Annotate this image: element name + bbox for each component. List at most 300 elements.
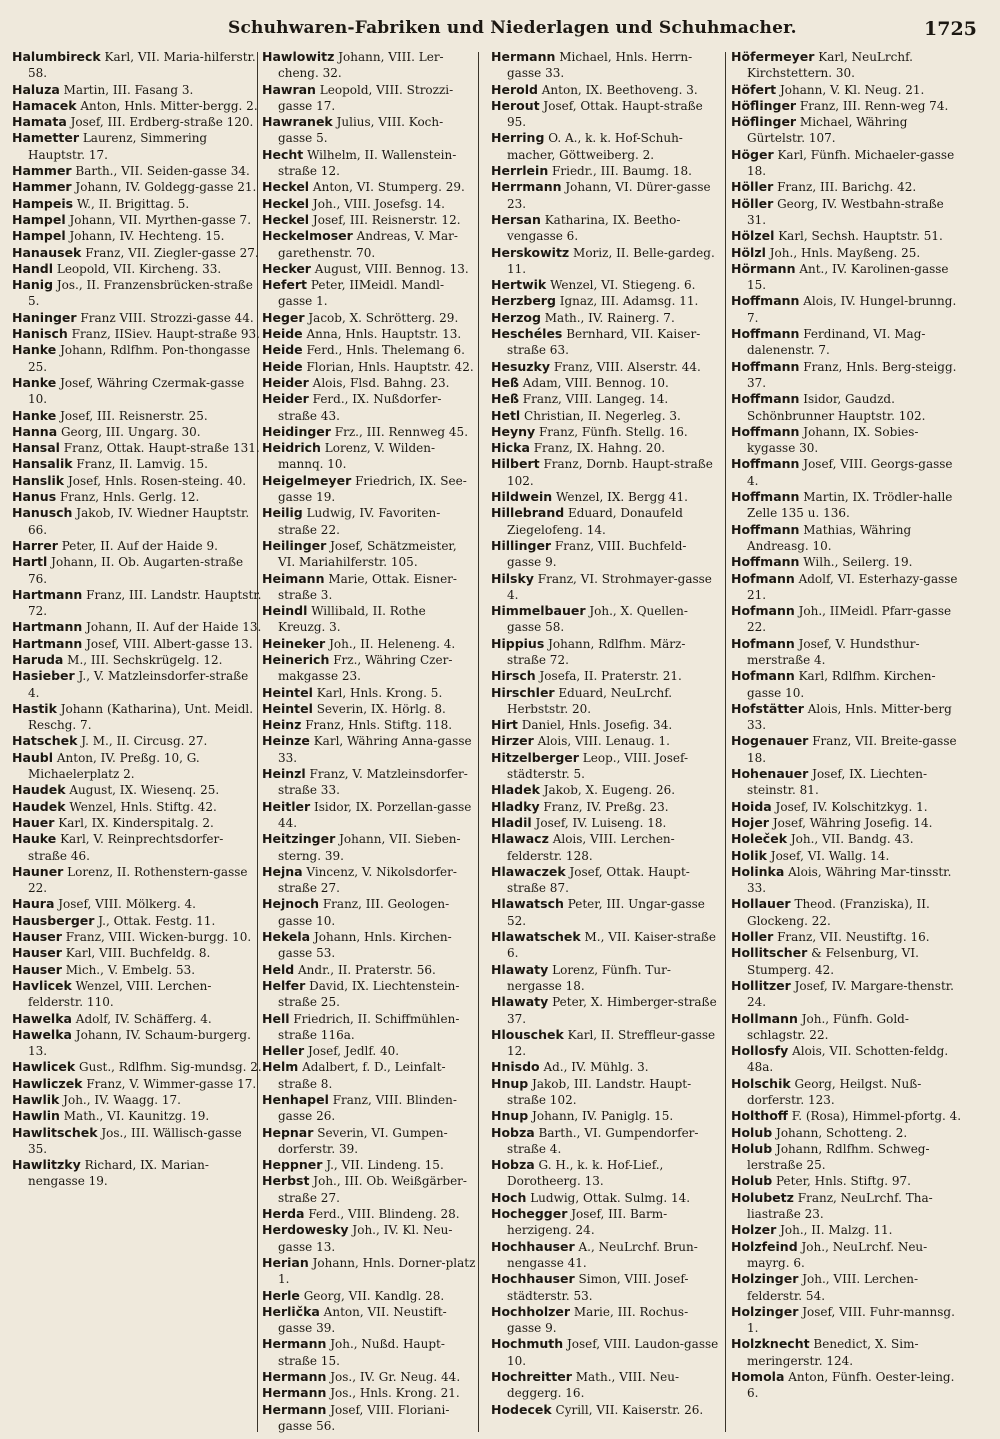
entry-surname: Held (262, 961, 295, 977)
entry-surname: Hochholzer (491, 1303, 571, 1319)
directory-entry (731, 636, 963, 669)
entry-details: Ignaz, III. Adamsg. 11. (559, 294, 699, 309)
entry-details: Isidor, Gaudzd. Schönbrunner Hauptstr. 102. (747, 392, 926, 423)
directory-entry (262, 685, 476, 701)
directory-entry (262, 1206, 476, 1222)
entry-details: Severin, IX. Hörlg. 8. (316, 701, 446, 716)
entry-surname: Hammer (12, 179, 72, 195)
directory-column-3 (491, 49, 719, 1434)
entry-surname: Hartl (12, 554, 48, 570)
entry-details: August, IX. Wiesenq. 25. (69, 783, 220, 798)
entry-details: Georg, VII. Kandlg. 28. (303, 1288, 445, 1303)
directory-entry (731, 929, 963, 945)
entry-surname: Himmelbauer (491, 603, 586, 619)
entry-details: Joh., Nußd. Haupt-straße 15. (278, 1337, 445, 1368)
entry-surname: Hastik (12, 700, 57, 716)
entry-details: Andreas, V. Mar-garethenstr. 70. (278, 229, 458, 260)
directory-entry (491, 130, 719, 163)
entry-surname: Herout (491, 97, 540, 113)
directory-entry (262, 424, 476, 440)
entry-surname: Holub (731, 1173, 773, 1189)
directory-entry (262, 375, 476, 391)
entry-surname: Höller (731, 195, 774, 211)
directory-entry (262, 978, 476, 1011)
entry-details: Anton, Fünfh. Oester-leing. 6. (747, 1370, 955, 1401)
directory-entry (262, 1157, 476, 1173)
entry-details: Joh., Fünfh. Gold-schlagstr. 22. (747, 1011, 909, 1042)
entry-surname: Heschéles (491, 326, 563, 342)
entry-surname: Hochegger (491, 1206, 568, 1222)
entry-details: David, IX. Liechtenstein-straße 25. (278, 978, 460, 1010)
entry-surname: Herrlein (491, 163, 549, 179)
entry-surname: Hoffmann (731, 326, 800, 342)
directory-entry (262, 49, 476, 82)
entry-surname: Haruda (12, 651, 64, 667)
entry-surname: Hekela (262, 929, 311, 945)
entry-details: Severin, VI. Gumpen-dorferstr. 39. (278, 1125, 448, 1156)
entry-surname: Herbst (262, 1173, 310, 1189)
entry-details: Josef, Währing Josefig. 14. (772, 815, 933, 830)
entry-details: Math., VIII. Neu-deggerg. 16. (507, 1370, 680, 1401)
entry-surname: Heindl (262, 603, 308, 619)
directory-entry (491, 538, 719, 571)
entry-surname: Heidrich (262, 440, 321, 456)
directory-entry (491, 456, 719, 489)
entry-details: Josef, VIII. Albert-gasse 13. (86, 636, 253, 651)
entry-surname: Hofmann (731, 668, 795, 684)
entry-details: J. M., II. Circusg. 27. (81, 734, 208, 749)
entry-surname: Hawlin (12, 1108, 60, 1124)
directory-entry (262, 212, 476, 228)
entry-surname: Heidinger (262, 423, 331, 439)
directory-entry (12, 489, 262, 505)
entry-details: Franz, III. Landstr. Hauptstr. 72. (28, 587, 262, 619)
entry-surname: Herian (262, 1254, 309, 1270)
directory-entry (491, 179, 719, 212)
directory-entry (491, 98, 719, 131)
directory-entry (491, 1402, 719, 1418)
entry-surname: Hejna (262, 863, 303, 879)
entry-details: Franz, IISiev. Haupt-straße 93. (71, 327, 260, 342)
entry-surname: Holik (731, 847, 767, 863)
directory-entry (262, 342, 476, 358)
directory-entry (731, 815, 963, 831)
entry-details: Johann, VII. Sieben-sterng. 39. (278, 832, 461, 863)
page-number: 1725 (924, 18, 977, 40)
entry-details: Isidor, IX. Porzellan-gasse 44. (278, 799, 472, 830)
directory-entry (262, 1369, 476, 1385)
entry-details: W., II. Brigittag. 5. (76, 196, 190, 211)
entry-details: Ferd., IX. Nußdorfer-straße 43. (278, 392, 442, 423)
entry-details: Joh., IV. Kl. Neu-gasse 13. (278, 1223, 453, 1254)
entry-surname: Hanusch (12, 505, 73, 521)
directory-entry (12, 1157, 262, 1190)
entry-details: Joh., IV. Waagg. 17. (63, 1093, 181, 1107)
entry-details: G. H., k. k. Hof-Lief., Dorotheerg. 13. (507, 1158, 664, 1189)
entry-surname: Holinka (731, 863, 785, 879)
entry-surname: Holzinger (731, 1271, 799, 1287)
directory-entry (731, 456, 963, 489)
entry-surname: Herdowesky (262, 1222, 349, 1238)
entry-details: Peter, Hnls. Stiftg. 97. (776, 1174, 911, 1189)
directory-entry (491, 163, 719, 179)
entry-details: Johann, Schotteng. 2. (776, 1125, 908, 1140)
entry-details: Laurenz, Simmering Hauptstr. 17. (28, 131, 208, 162)
entry-surname: Hametter (12, 130, 79, 146)
entry-surname: Hermann (262, 1385, 327, 1401)
entry-surname: Hohenauer (731, 766, 809, 782)
directory-entry (731, 489, 963, 522)
entry-details: Karl, NeuLrchf. Kirchstettern. 30. (747, 50, 913, 81)
directory-entry (262, 929, 476, 962)
entry-surname: Hecht (262, 146, 304, 162)
entry-details: Jos., III. Wällisch-gasse 35. (28, 1125, 242, 1156)
entry-surname: Hoffmann (731, 521, 800, 537)
directory-entry (262, 326, 476, 342)
entry-details: Bernhard, VII. Kaiser-straße 63. (507, 327, 701, 358)
entry-details: Karl, II. Streffleur-gasse 12. (507, 1027, 716, 1059)
entry-surname: Hamacek (12, 97, 77, 113)
entry-surname: Hicka (491, 440, 530, 456)
entry-details: Johann, V. Kl. Neug. 21. (779, 82, 925, 97)
directory-entry (731, 82, 963, 98)
directory-entry (731, 196, 963, 229)
entry-surname: Heckel (262, 195, 310, 211)
entry-surname: Heckel (262, 211, 310, 227)
directory-entry (731, 1173, 963, 1189)
entry-surname: Hillinger (491, 537, 552, 553)
entry-details: Gust., Rdlfhm. Sig-mundsg. 2. (79, 1060, 262, 1075)
entry-details: Jacob, X. Schrötterg. 29. (308, 310, 459, 325)
directory-entry (12, 799, 262, 815)
entry-details: Frz., Währing Czer-makgasse 23. (278, 652, 453, 684)
directory-entry (262, 733, 476, 766)
entry-details: Wenzel, VIII. Lerchen-felderstr. 110. (28, 978, 212, 1010)
entry-details: Friedrich, IX. See-gasse 19. (278, 473, 467, 505)
directory-entry (491, 1369, 719, 1402)
entry-details: Franz, III. Barichg. 42. (777, 180, 917, 195)
entry-details: Mich., V. Embelg. 53. (65, 962, 196, 977)
entry-details: Johann, IV. Paniglg. 15. (532, 1109, 674, 1124)
entry-surname: Hartmann (12, 586, 83, 602)
directory-entry (12, 408, 262, 424)
entry-surname: Hejnoch (262, 896, 320, 912)
entry-surname: Hawlik (12, 1092, 60, 1107)
directory-entry (262, 1222, 476, 1255)
entry-surname: Havlicek (12, 977, 72, 993)
entry-details: Richard, IX. Marian-nengasse 19. (28, 1158, 209, 1189)
directory-entry (262, 1125, 476, 1158)
entry-surname: Heinzl (262, 766, 306, 782)
entry-surname: Heyny (491, 423, 536, 439)
entry-surname: Hauer (12, 814, 55, 830)
directory-entry (12, 1011, 262, 1027)
directory-entry (262, 277, 476, 310)
entry-details: Anton, IX. Beethoveng. 3. (541, 82, 698, 97)
entry-details: Lorenz, Fünfh. Tur-nergasse 18. (507, 962, 671, 993)
entry-surname: Herlička (262, 1303, 320, 1319)
entry-details: Johann, IX. Sobies-kygasse 30. (747, 424, 919, 456)
directory-entry (12, 929, 262, 945)
directory-entry (731, 98, 963, 114)
entry-surname: Hauner (12, 863, 64, 879)
entry-surname: Heinz (262, 717, 302, 733)
directory-entry (731, 1011, 963, 1044)
entry-details: Franz, VIII. Blinden-gasse 26. (278, 1093, 457, 1124)
directory-entry (262, 1011, 476, 1044)
entry-surname: Hampel (12, 211, 66, 227)
entry-details: Franz, Ottak. Haupt-straße 131. (63, 441, 260, 456)
directory-entry (12, 831, 262, 864)
entry-details: Barth., VII. Seiden-gasse 34. (75, 164, 250, 179)
directory-entry (491, 245, 719, 278)
directory-entry (262, 1043, 476, 1059)
entry-surname: Hippius (491, 635, 545, 651)
entry-details: Josef, III. Reisnerstr. 12. (312, 212, 461, 227)
directory-entry (731, 147, 963, 180)
entry-surname: Hoffmann (731, 293, 800, 309)
directory-entry (491, 831, 719, 864)
directory-entry (491, 440, 719, 456)
entry-details: Karl, Währing Anna-gasse 33. (278, 734, 472, 765)
entry-details: Johann, IV. Goldegg-gasse 21. (75, 180, 257, 195)
entry-details: Karl, VII. Maria-hilferstr. 58. (28, 50, 256, 81)
entry-details: Wenzel, IX. Bergg 41. (556, 490, 688, 505)
entry-details: Josef, III. Erdberg-straße 120. (70, 115, 254, 130)
entry-surname: Holthoff (731, 1108, 788, 1124)
entry-details: Georg, Heilgst. Nuß-dorferstr. 123. (747, 1076, 922, 1107)
entry-surname: Hermann (491, 49, 556, 64)
entry-details: Joh., VII. Bandg. 43. (790, 832, 914, 847)
directory-entry (12, 49, 262, 82)
entry-details: Eduard, NeuLrchf. Herbststr. 20. (507, 685, 673, 716)
directory-entry (491, 1190, 719, 1206)
directory-entry (262, 896, 476, 929)
directory-entry (731, 228, 963, 244)
entry-details: Leopold, VIII. Strozzi-gasse 17. (278, 82, 454, 113)
entry-surname: Hetl (491, 407, 521, 423)
entry-details: Joh., IIMeidl. Pfarr-gasse 22. (747, 604, 952, 635)
entry-surname: Heilinger (262, 537, 327, 553)
directory-entry (731, 554, 963, 570)
entry-surname: Hauser (12, 945, 62, 961)
directory-entry (262, 962, 476, 978)
directory-entry (262, 82, 476, 115)
entry-details: Alois, VIII. Lenaug. 1. (537, 734, 670, 749)
directory-entry (731, 359, 963, 392)
entry-details: Peter, II. Auf der Haide 9. (61, 538, 218, 553)
directory-entry (262, 196, 476, 212)
directory-entry (12, 130, 262, 163)
directory-entry (262, 1059, 476, 1092)
entry-surname: Hartmann (12, 635, 83, 651)
entry-details: Karl, V. Reinprechtsdorfer-straße 46. (28, 832, 224, 863)
entry-surname: Heger (262, 309, 305, 325)
entry-surname: Hepnar (262, 1124, 314, 1140)
entry-surname: Hofmann (731, 603, 795, 619)
entry-surname: Hitzelberger (491, 749, 579, 765)
directory-entry (12, 619, 262, 635)
entry-surname: Helfer (262, 977, 306, 993)
directory-entry (491, 636, 719, 669)
entry-details: Johann, VI. Dürer-gasse 23. (507, 180, 711, 211)
entry-surname: Holub (731, 1140, 773, 1156)
entry-surname: Heilig (262, 505, 303, 521)
directory-entry (491, 1336, 719, 1369)
entry-details: Anton, VII. Neustift-gasse 39. (278, 1304, 447, 1336)
entry-surname: Hamata (12, 114, 67, 130)
entry-details: Karl, VIII. Buchfeldg. 8. (65, 946, 211, 961)
entry-surname: Hoffmann (731, 489, 800, 505)
entry-surname: Hollauer (731, 896, 791, 912)
directory-column-2 (262, 49, 476, 1434)
entry-details: Josef, Ottak. Haupt-straße 87. (507, 864, 690, 896)
entry-details: Adalbert, f. D., Leinfalt-straße 8. (278, 1060, 446, 1091)
directory-entry (731, 848, 963, 864)
directory-entry (262, 603, 476, 636)
entry-surname: Heide (262, 326, 303, 342)
directory-entry (491, 1239, 719, 1272)
directory-entry (12, 228, 262, 244)
entry-details: Alois, VIII. Lerchen-felderstr. 128. (507, 832, 675, 863)
directory-entry (12, 1125, 262, 1158)
entry-surname: Holubetz (731, 1189, 794, 1205)
directory-entry (262, 310, 476, 326)
entry-details: Anton, VI. Stumperg. 29. (312, 180, 465, 195)
directory-entry (12, 1059, 262, 1075)
entry-surname: Hladky (491, 798, 540, 814)
entry-surname: Hilsky (491, 570, 534, 586)
entry-surname: Hermann (262, 1369, 327, 1385)
directory-entry (731, 571, 963, 604)
entry-details: Franz, Hnls. Gerlg. 12. (59, 490, 200, 505)
directory-entry (491, 1304, 719, 1337)
entry-surname: Herzberg (491, 293, 556, 309)
entry-details: Jakob, III. Landstr. Haupt-straße 102. (507, 1076, 692, 1107)
entry-surname: Hirschler (491, 684, 555, 700)
directory-entry (262, 701, 476, 717)
entry-details: Barth., VI. Gumpendorfer-straße 4. (507, 1125, 699, 1156)
entry-details: Josef, IV. Margare-thenstr. 24. (747, 978, 954, 1010)
entry-details: Leopold, VII. Kircheng. 33. (56, 261, 222, 276)
entry-surname: Hölzl (731, 244, 766, 260)
entry-surname: Hermann (262, 1336, 327, 1352)
directory-entry (491, 212, 719, 245)
entry-details: Ferd., VIII. Blindeng. 28. (308, 1207, 460, 1222)
directory-entry (491, 864, 719, 897)
directory-entry (12, 913, 262, 929)
entry-surname: Hörmann (731, 260, 796, 276)
directory-entry (731, 831, 963, 847)
entry-details: Wilh., Seilerg. 19. (803, 555, 913, 570)
directory-entry (12, 701, 262, 734)
directory-entry (262, 228, 476, 261)
directory-entry (12, 652, 262, 668)
entry-surname: Herold (491, 81, 538, 97)
entry-surname: Hoch (491, 1189, 527, 1205)
entry-surname: Hochhauser (491, 1271, 575, 1287)
entry-details: Franz, V. Matzleinsdorfer-straße 33. (278, 767, 468, 798)
entry-surname: Handl (12, 260, 54, 276)
directory-entry (12, 962, 262, 978)
entry-surname: Hermann (262, 1401, 327, 1417)
directory-entry (12, 587, 262, 620)
entry-surname: Hollitscher (731, 945, 808, 961)
directory-entry (491, 293, 719, 309)
entry-details: Johann, II. Ob. Augarten-straße 76. (28, 555, 244, 586)
entry-surname: Hawlitschek (12, 1124, 98, 1140)
directory-entry (12, 212, 262, 228)
entry-surname: Henhapel (262, 1092, 329, 1107)
entry-details: Johann, II. Auf der Haide 13. (86, 620, 262, 635)
directory-entry (491, 82, 719, 98)
entry-details: Joh., Hnls. Mayßeng. 25. (769, 245, 921, 260)
entry-details: Johann, VII. Myrthen-gasse 7. (69, 212, 252, 227)
directory-entry (262, 147, 476, 180)
directory-entry (262, 717, 476, 733)
directory-entry (491, 782, 719, 798)
entry-surname: Höller (731, 179, 774, 195)
directory-entry (12, 864, 262, 897)
entry-surname: Haura (12, 896, 55, 912)
entry-surname: Hollmann (731, 1010, 798, 1026)
entry-surname: Herzog (491, 309, 541, 325)
entry-details: Josef, V. Hundsthur-merstraße 4. (747, 636, 920, 667)
entry-details: Wenzel, Hnls. Stiftg. 42. (69, 799, 217, 814)
entry-details: Ludwig, Ottak. Sulmg. 14. (530, 1190, 691, 1205)
directory-entry (12, 310, 262, 326)
entry-details: Karl, Rdlfhm. Kirchen-gasse 10. (747, 669, 936, 700)
directory-entry (491, 962, 719, 995)
entry-surname: Hauser (12, 929, 62, 945)
directory-entry (491, 685, 719, 718)
directory-entry (731, 179, 963, 195)
entry-surname: Hoffmann (731, 554, 800, 570)
directory-entry (491, 1157, 719, 1190)
entry-surname: Herle (262, 1287, 300, 1303)
entry-surname: Hollitzer (731, 977, 791, 993)
entry-surname: Holzknecht (731, 1336, 810, 1352)
directory-entry (262, 473, 476, 506)
entry-surname: Hnisdo (491, 1059, 540, 1075)
directory-entry (12, 815, 262, 831)
directory-entry (491, 310, 719, 326)
directory-entry (262, 1255, 476, 1288)
entry-surname: Hawelka (12, 1010, 72, 1026)
directory-entry (731, 1190, 963, 1223)
entry-surname: Hanisch (12, 326, 68, 342)
entry-surname: Herrmann (491, 179, 562, 195)
entry-surname: Hirzer (491, 733, 534, 749)
entry-surname: Heß (491, 391, 519, 407)
directory-entry (731, 766, 963, 799)
entry-details: & Felsenburg, VI. Stumperg. 42. (747, 946, 919, 977)
directory-entry (731, 1239, 963, 1272)
directory-entry (731, 603, 963, 636)
entry-details: Joh., II. Malzg. 11. (780, 1223, 893, 1238)
entry-surname: Hoffmann (731, 358, 800, 374)
entry-surname: Heitler (262, 798, 311, 814)
directory-entry (731, 799, 963, 815)
entry-details: Franz, VII. Ziegler-gasse 27. (85, 245, 259, 260)
entry-details: Lorenz, II. Rothenstern-gasse 22. (28, 864, 248, 896)
entry-surname: Hobza (491, 1124, 535, 1140)
entry-surname: Höfert (731, 81, 777, 97)
entry-details: Anton, Hnls. Mitter-bergg. 2. (80, 98, 258, 113)
directory-entry (12, 945, 262, 961)
directory-entry (12, 473, 262, 489)
entry-surname: Holub (731, 1124, 773, 1140)
